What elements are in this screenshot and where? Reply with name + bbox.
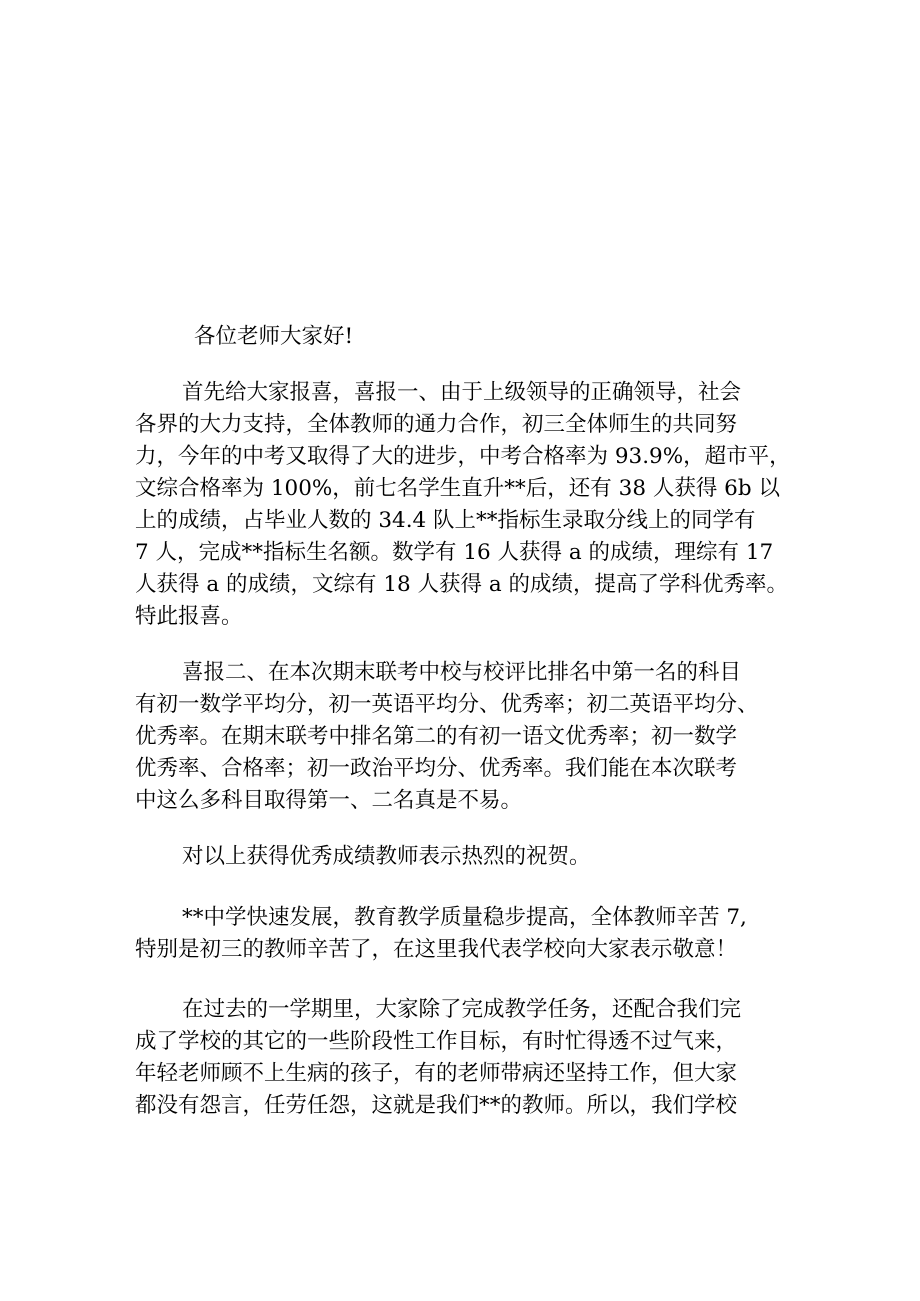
paragraph-line: 上的成绩，占毕业人数的 34.4 队上**指标生录取分线上的同学有 <box>135 508 756 533</box>
paragraph-line: 力，今年的中考又取得了大的进步，中考合格率为 93.9%，超市平， <box>135 444 791 469</box>
paragraph-line: 特别是初三的教师辛苦了，在这里我代表学校向大家表示敬意！ <box>135 937 738 962</box>
paragraph-line: 对以上获得优秀成绩教师表示热烈的祝贺。 <box>182 844 591 869</box>
paragraph-line: 7 人，完成**指标生名额。数学有 16 人获得 a 的成绩，理综有 17 <box>135 540 774 565</box>
paragraph-line: 首先给大家报喜，喜报一、由于上级领导的正确领导，社会 <box>182 380 742 405</box>
paragraph-line: 在过去的一学期里，大家除了完成教学任务，还配合我们完 <box>182 997 742 1022</box>
paragraph-line: 年轻老师顾不上生病的孩子，有的老师带病还坚持工作，但大家 <box>135 1061 738 1086</box>
paragraph-line: 有初一数学平均分，初一英语平均分、优秀率；初二英语平均分、 <box>135 692 759 717</box>
paragraph-line: 中这么多科目取得第一、二名真是不易。 <box>135 788 523 813</box>
paragraph-line: 各界的大力支持，全体教师的通力合作，初三全体师生的共同努 <box>135 412 738 437</box>
paragraph-line: 人获得 a 的成绩，文综有 18 人获得 a 的成绩，提高了学科优秀率。 <box>135 572 789 597</box>
paragraph-line: 特此报喜。 <box>135 604 243 629</box>
paragraph-line: 优秀率。在期末联考中排名第二的有初一语文优秀率；初一数学 <box>135 724 738 749</box>
paragraph-line: 优秀率、合格率；初一政治平均分、优秀率。我们能在本次联考 <box>135 756 738 781</box>
paragraph-line: 成了学校的其它的一些阶段性工作目标，有时忙得透不过气来， <box>135 1029 738 1054</box>
paragraph-line: 都没有怨言，任劳任怨，这就是我们**的教师。所以，我们学校 <box>135 1093 738 1118</box>
paragraph-line: **中学快速发展，教育教学质量稳步提高，全体教师辛苦 7, <box>182 905 747 930</box>
paragraph-line: 文综合格率为 100%，前七名学生直升**后，还有 38 人获得 6b 以 <box>135 476 780 501</box>
paragraph-line: 喜报二、在本次期末联考中校与校评比排名中第一名的科目 <box>182 660 742 685</box>
greeting: 各位老师大家好! <box>194 324 354 349</box>
